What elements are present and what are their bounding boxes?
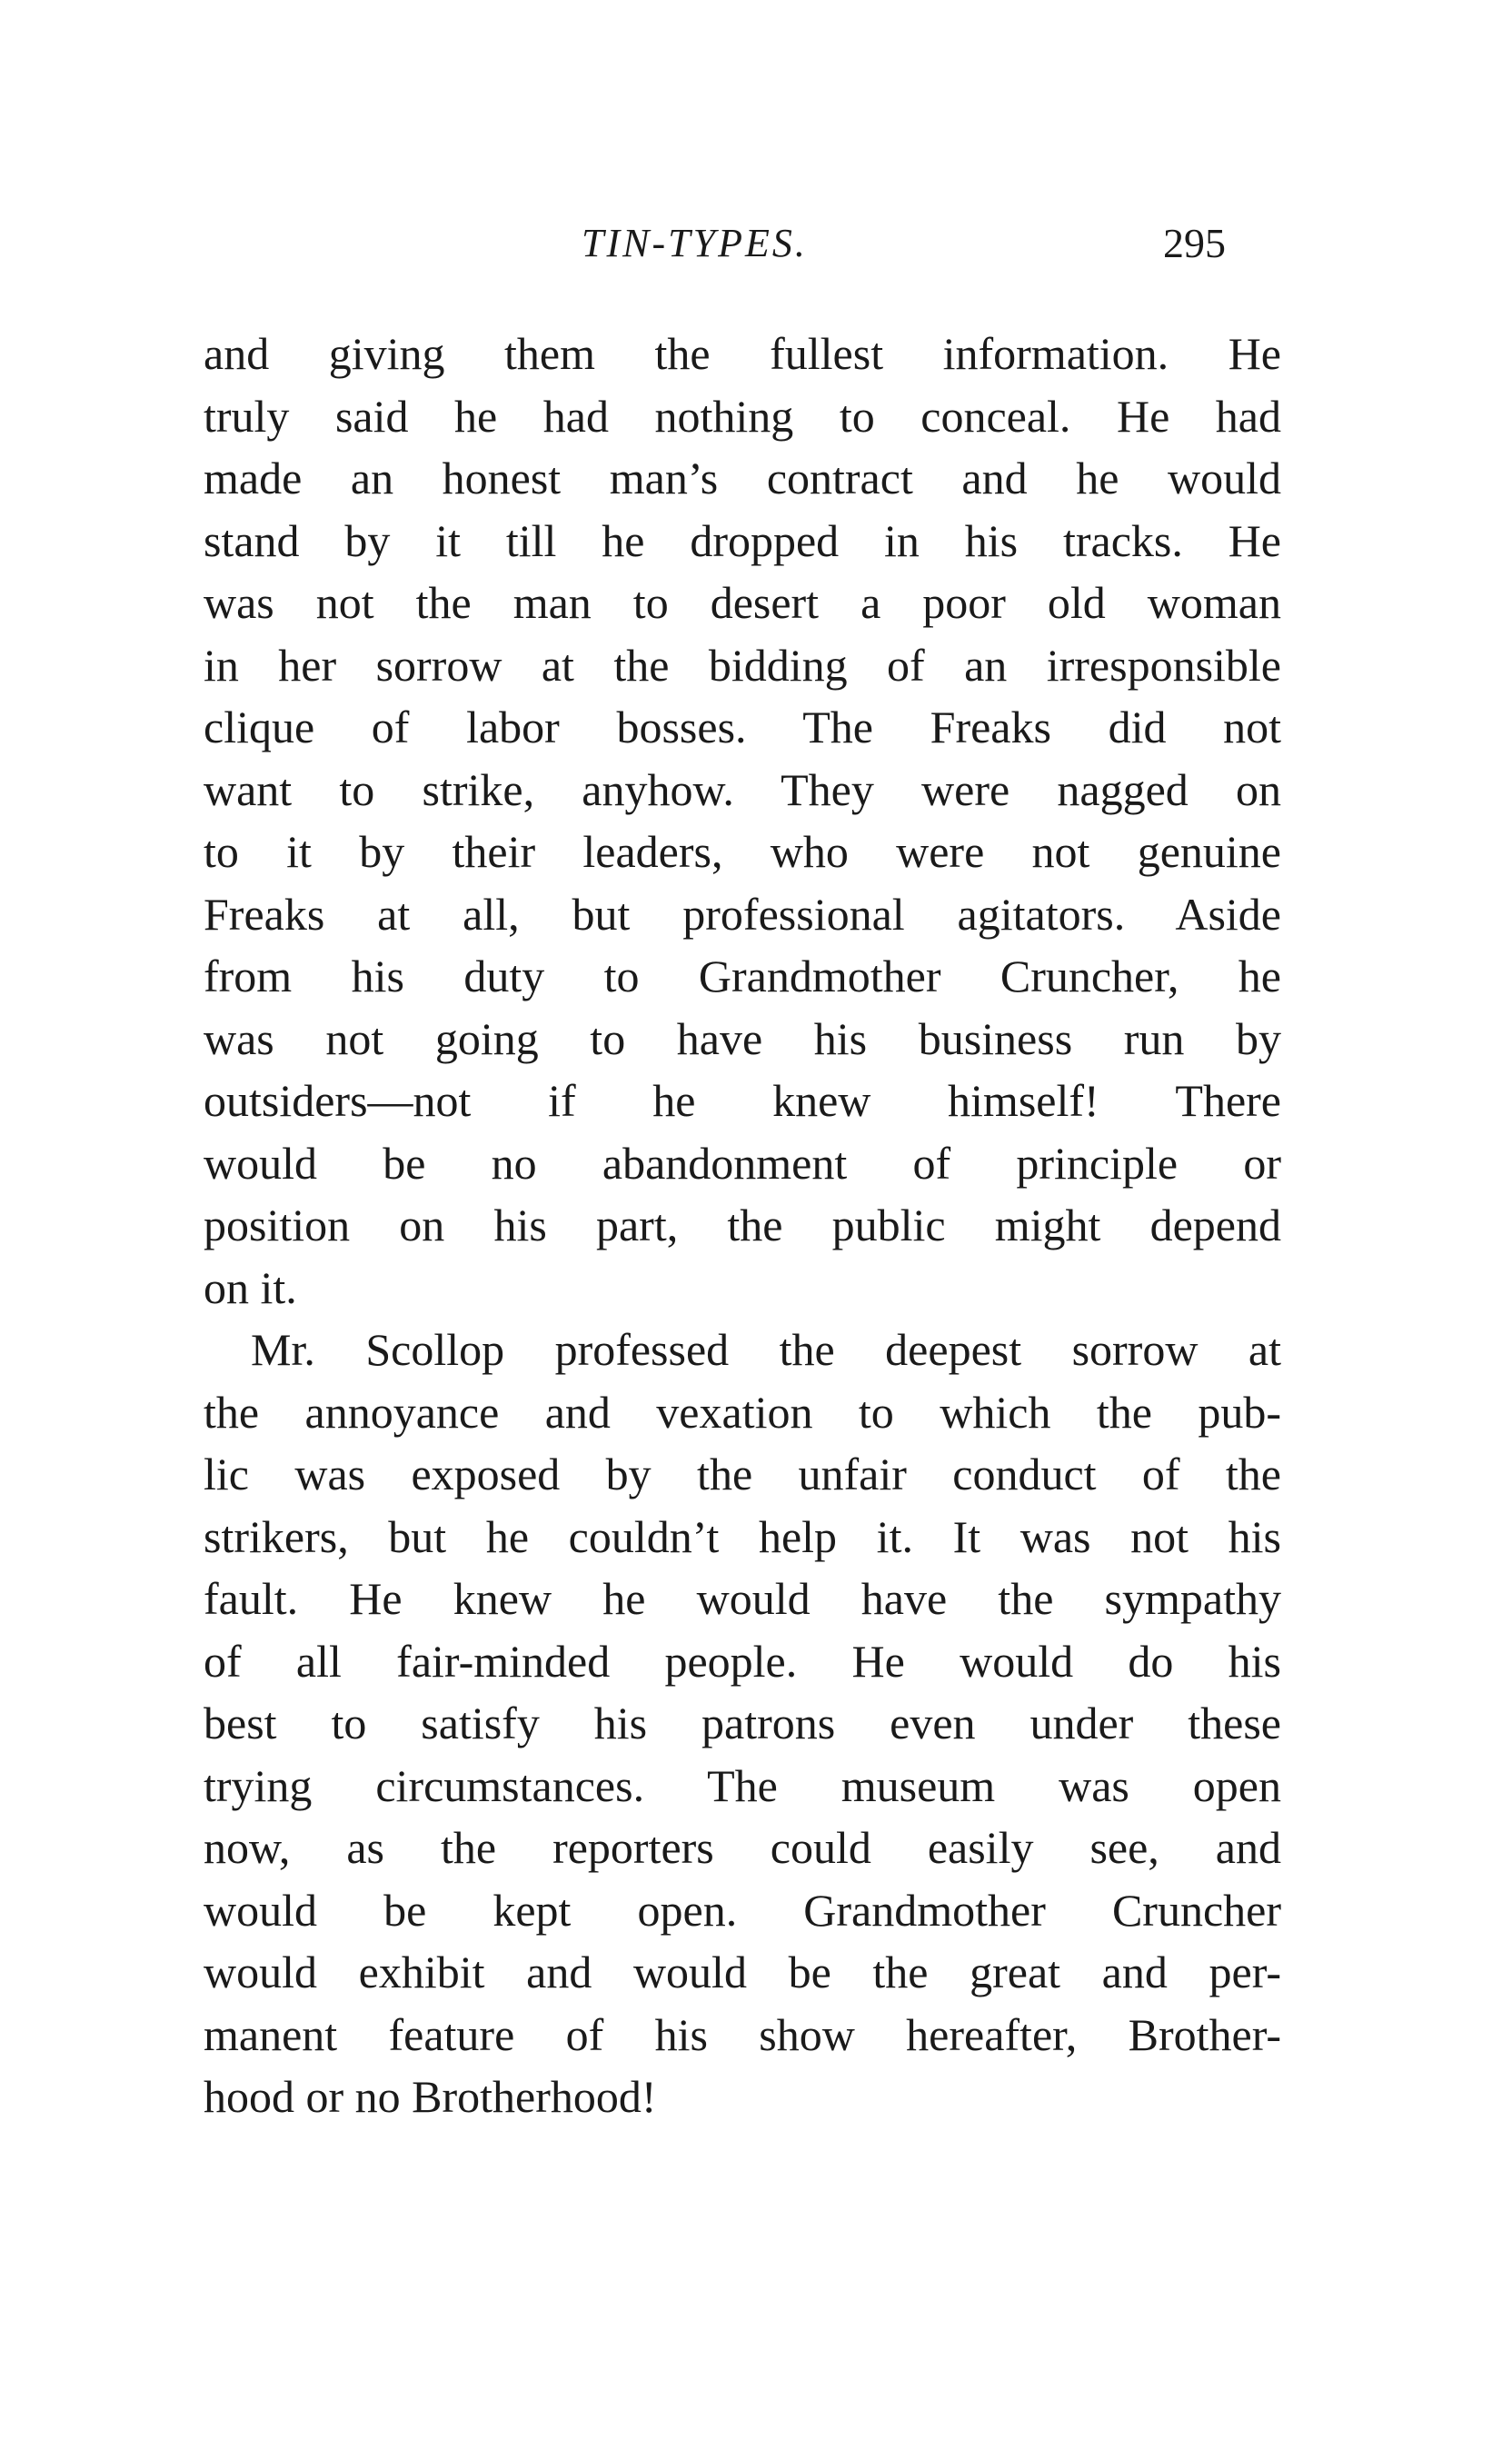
text-line: was not going to have his business run by bbox=[204, 1012, 1281, 1064]
text-line: on it. bbox=[204, 1261, 297, 1313]
text-line: Freaks at all, but professional agitators. Aside bbox=[204, 888, 1281, 940]
text-line: want to strike, anyhow. They were nagged on bbox=[204, 763, 1281, 815]
text-line: the annoyance and vexation to which the pub- bbox=[204, 1386, 1281, 1438]
text-line: was not the man to desert a poor old woman bbox=[204, 577, 1281, 628]
text-line: would be no abandonment of principle or bbox=[204, 1137, 1281, 1189]
text-line: fault. He knew he would have the sympathy bbox=[204, 1573, 1281, 1624]
text-line: lic was exposed by the unfair conduct of the bbox=[204, 1449, 1281, 1499]
text-line: now, as the reporters could easily see, and bbox=[204, 1822, 1281, 1873]
running-title: TIN-TYPES. bbox=[582, 221, 808, 265]
page-number: 295 bbox=[1163, 220, 1226, 266]
text-line: to it by their leaders, who were not genuine bbox=[204, 826, 1281, 877]
text-line: and giving them the fullest information. He bbox=[204, 328, 1281, 379]
text-line: position on his part, the public might depend bbox=[204, 1200, 1281, 1250]
text-line: in her sorrow at the bidding of an irresponsible bbox=[204, 639, 1281, 691]
text-line: strikers, but he couldn’t help it. It was not his bbox=[204, 1510, 1281, 1562]
text-line: best to satisfy his patrons even under these bbox=[204, 1698, 1281, 1748]
text-line: would be kept open. Grandmother Cruncher bbox=[204, 1884, 1281, 1936]
paragraph-1 bbox=[204, 323, 1281, 1319]
text-line: would exhibit and would be the great and per- bbox=[204, 1947, 1281, 1997]
text-line: truly said he had nothing to conceal. He had bbox=[204, 390, 1281, 442]
body-text bbox=[204, 323, 1281, 2128]
paragraph-2 bbox=[204, 1319, 1281, 2128]
text-line: clique of labor bosses. The Freaks did not bbox=[204, 702, 1281, 752]
text-line: hood or no Brotherhood! bbox=[204, 2071, 657, 2122]
text-line: Mr. Scollop professed the deepest sorrow at bbox=[251, 1324, 1281, 1375]
text-line: outsiders—not if he knew himself! There bbox=[204, 1075, 1281, 1126]
text-line: stand by it till he dropped in his tracks. He bbox=[204, 514, 1281, 566]
text-line: trying circumstances. The museum was open bbox=[204, 1759, 1281, 1811]
running-header bbox=[0, 216, 1512, 280]
text-line: from his duty to Grandmother Cruncher, he bbox=[204, 951, 1281, 1001]
text-line: of all fair-minded people. He would do his bbox=[204, 1635, 1281, 1687]
text-line: manent feature of his show hereafter, Brother- bbox=[204, 2008, 1281, 2060]
text-line: made an honest man’s contract and he would bbox=[204, 453, 1281, 503]
